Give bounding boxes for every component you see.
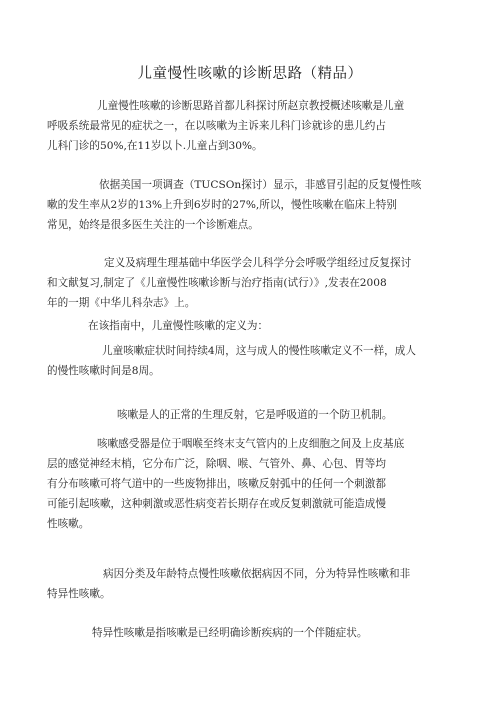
paragraph-line: 嗽的发生率从2岁的13%上升到6岁时的27%,所以，慢性咳嗽在临床上特别 — [47, 199, 397, 211]
paragraph-1 — [47, 96, 457, 156]
paragraph-line: 的慢性咳嗽时间是8周。 — [47, 365, 160, 377]
paragraph-9 — [47, 623, 457, 643]
paragraph-line: 呼吸系统最常见的症状之一，在以咳嗽为主诉来儿科门诊就诊的患儿约占 — [47, 120, 386, 132]
paragraph-line: 咳嗽是人的正常的生理反射，它是呼吸道的一个防卫机制。 — [117, 409, 393, 421]
paragraph-line: 特异性咳嗽。 — [47, 588, 111, 600]
document-title: 儿童慢性咳嗽的诊断思路（精品） — [137, 66, 363, 82]
paragraph-6 — [47, 405, 457, 425]
paragraph-5 — [47, 341, 457, 381]
paragraph-3 — [47, 253, 457, 313]
paragraph-8 — [47, 564, 457, 604]
paragraph-line: 在该指南中，儿童慢性咳嗽的定义为： — [88, 320, 269, 332]
paragraph-line: 性咳嗽。 — [47, 518, 90, 530]
paragraph-line: 咳嗽感受器是位于咽喉至终末支气管内的上皮细胞之间及上皮基底 — [97, 438, 405, 450]
paragraph-line: 病因分类及年龄特点慢性咳嗽依据病因不同，分为特异性咳嗽和非 — [103, 568, 411, 580]
paragraph-line: 和文献复习,制定了《儿童慢性咳嗽诊断与治疗指南(试行）》,发表在2008 — [47, 277, 387, 289]
paragraph-line: 层的感觉神经末梢，它分布广泛，除咽、喉、气管外、鼻、心包、胃等均 — [47, 458, 386, 470]
paragraph-line: 特异性咳嗽是指咳嗽是已经明确诊断疾病的一个伴随症状。 — [92, 627, 368, 639]
paragraph-4 — [47, 316, 457, 336]
paragraph-line: 有分布咳嗽可将气道中的一些废物排出，咳嗽反射弧中的任何一个刺激都 — [47, 478, 386, 490]
paragraph-line: 儿童慢性咳嗽的诊断思路首都儿科探讨所赵京教授概述咳嗽是儿童 — [97, 100, 405, 112]
paragraph-7 — [47, 434, 457, 534]
paragraph-line: 儿童咳嗽症状时间持续4周，这与成人的慢性咳嗽定义不一样，成人 — [102, 345, 416, 357]
paragraph-line: 常见，始终是很多医生关注的一个诊断难点。 — [47, 219, 259, 231]
paragraph-line: 定义及病理生理基础中华医学会儿科学分会呼吸学组经过反复探讨 — [104, 257, 412, 269]
paragraph-line: 年的一期《中华儿科杂志》上。 — [47, 297, 196, 309]
paragraph-line: 儿科门诊的50%,在11岁以卜.儿童占到30%。 — [47, 140, 263, 152]
paragraph-line: 依据美国一项调查（TUCSOn探讨）显示，非感冒引起的反复慢性咳 — [99, 179, 422, 191]
paragraph-2 — [47, 175, 457, 235]
paragraph-line: 可能引起咳嗽，这种刺激或恶性病变若长期存在或反复刺激就可能造成慢 — [47, 498, 386, 510]
